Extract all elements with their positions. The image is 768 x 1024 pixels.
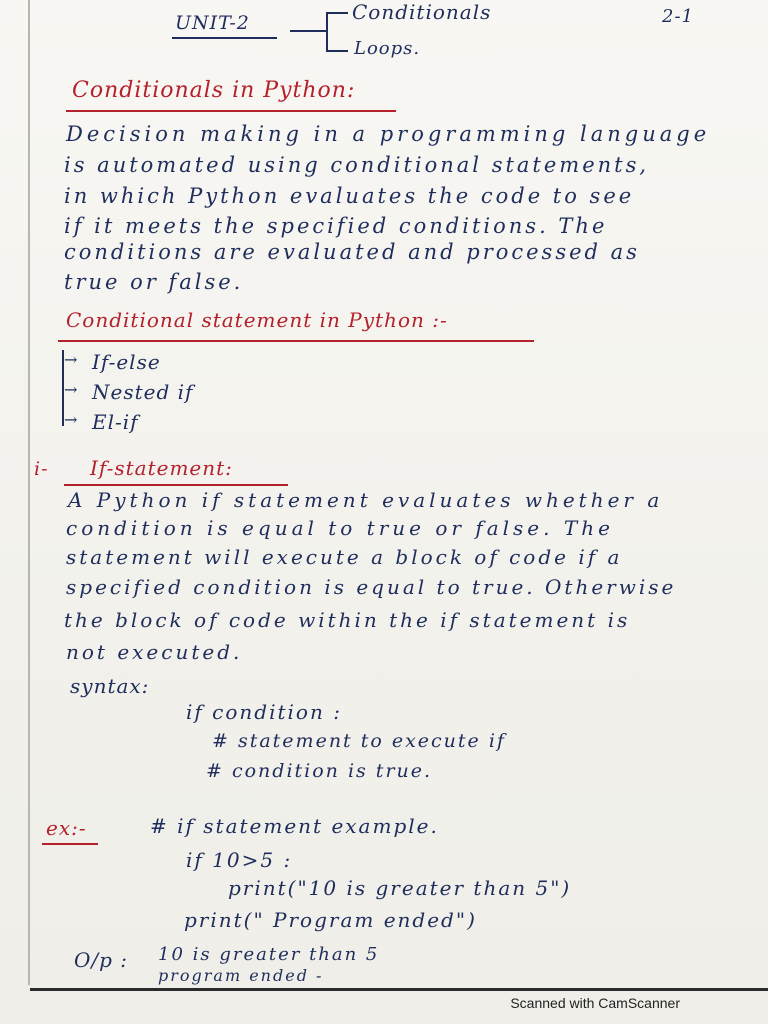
example-line-1: # if statement example. bbox=[150, 814, 439, 838]
if-desc-line-6: not executed. bbox=[66, 640, 243, 664]
example-label: ex:- bbox=[46, 816, 87, 840]
branch-bracket bbox=[326, 12, 328, 50]
example-underline bbox=[42, 843, 98, 845]
if-desc-line-5: the block of code within the if statement is bbox=[64, 608, 631, 632]
branch-top bbox=[326, 12, 348, 14]
list-arrow-3: → bbox=[64, 410, 79, 429]
output-line-1: 10 is greater than 5 bbox=[158, 944, 380, 965]
example-line-2: if 10>5 : bbox=[186, 848, 293, 872]
margin-line bbox=[28, 0, 30, 985]
list-item-elif: El-if bbox=[92, 410, 139, 434]
sub-heading-underline bbox=[64, 484, 288, 486]
if-desc-line-2: condition is equal to true or false. The bbox=[66, 516, 614, 540]
if-desc-line-1: A Python if statement evaluates whether a bbox=[68, 488, 664, 512]
section-underline bbox=[58, 340, 534, 342]
branch-connector bbox=[290, 30, 326, 32]
list-arrow-1: → bbox=[64, 350, 79, 369]
section-heading: Conditional statement in Python :- bbox=[66, 308, 448, 332]
intro-line-6: true or false. bbox=[64, 270, 244, 294]
list-item-if-else: If-else bbox=[92, 350, 161, 374]
syntax-label: syntax: bbox=[70, 674, 150, 698]
page-title: Conditionals in Python: bbox=[72, 78, 356, 103]
scanner-watermark: Scanned with CamScanner bbox=[510, 995, 680, 1011]
syntax-line-1: if condition : bbox=[186, 700, 342, 724]
output-line-2: program ended - bbox=[158, 966, 324, 985]
if-desc-line-4: specified condition is equal to true. Otherwise bbox=[66, 575, 677, 599]
branch-loops: Loops. bbox=[354, 38, 421, 59]
page-number: 2-1 bbox=[662, 6, 694, 27]
sub-heading-number: i- bbox=[34, 458, 49, 480]
unit-underline bbox=[172, 37, 277, 39]
intro-line-5: conditions are evaluated and processed as bbox=[64, 240, 640, 264]
syntax-line-2: # statement to execute if bbox=[212, 730, 506, 752]
intro-line-1: Decision making in a programming language bbox=[66, 122, 711, 146]
example-line-3: print("10 is greater than 5") bbox=[228, 876, 572, 900]
if-desc-line-3: statement will execute a block of code if a bbox=[66, 545, 623, 569]
example-line-4: print(" Program ended") bbox=[184, 908, 477, 932]
syntax-line-3: # condition is true. bbox=[206, 760, 433, 782]
branch-conditionals: Conditionals bbox=[352, 0, 492, 24]
output-label: O/p : bbox=[74, 948, 129, 972]
intro-line-3: in which Python evaluates the code to see bbox=[64, 184, 635, 208]
unit-label: UNIT-2 bbox=[175, 12, 250, 34]
sub-heading: If-statement: bbox=[90, 456, 233, 480]
list-item-nested-if: Nested if bbox=[92, 380, 194, 404]
bottom-rule bbox=[30, 988, 768, 991]
title-underline bbox=[66, 110, 396, 112]
intro-line-4: if it meets the specified conditions. The bbox=[64, 214, 608, 238]
intro-line-2: is automated using conditional statements, bbox=[64, 153, 650, 177]
list-arrow-2: → bbox=[64, 380, 79, 399]
branch-bottom bbox=[326, 50, 348, 52]
